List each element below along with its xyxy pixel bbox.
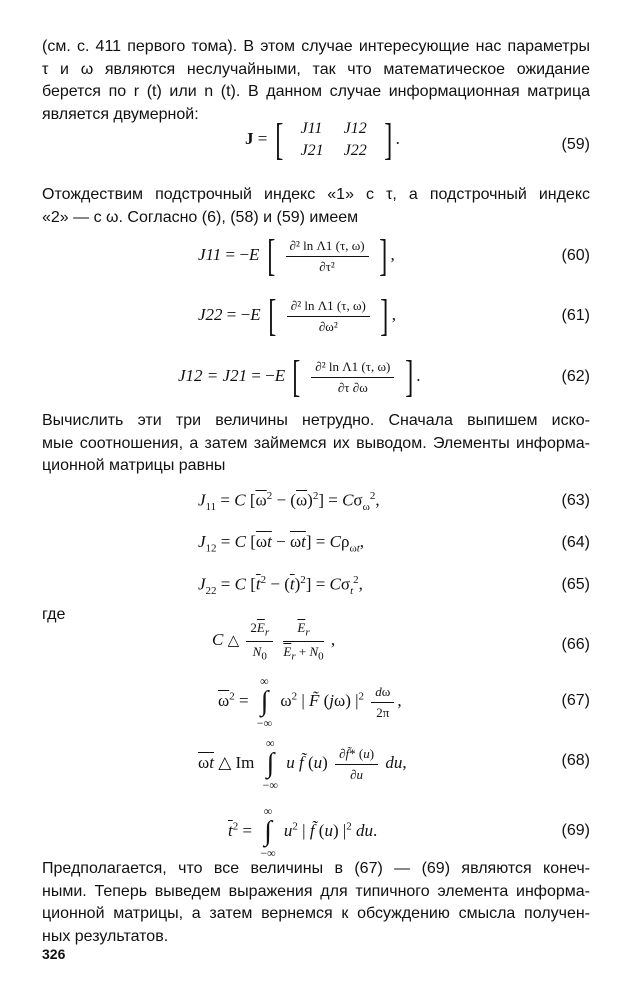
equation-number: (69) [561, 822, 590, 839]
equation-number: (65) [561, 576, 590, 593]
paragraph-4 [42, 858, 590, 948]
text-line: ных результатов. [42, 927, 169, 945]
text-line: является двумерной: [42, 105, 199, 123]
equation-66: C △ $\frac{2\overline{E}_r}{N_0}$ $\frac{\overline{E}_r}{\overline{E}_r + N_0}$ , [212, 620, 336, 663]
text-line: Отождествим подстрочный индекс «1» с τ, а подстрочный индекс [42, 186, 590, 203]
paragraph-1 [42, 36, 590, 126]
text-line: ными. Теперь выведем выражения для типичного элемента информа- [42, 882, 590, 900]
equation-63: $J_{11} = C$ $[\overline{\omega}^2 - (\overline{\omega})^2] = C\sigma_\omega^2$, [198, 490, 380, 514]
page-number: 326 [42, 946, 66, 962]
text-line: Предполагается, что все величины в (67) — (69) являются конеч- [42, 860, 590, 877]
equation-number: (66) [561, 636, 590, 653]
text-line: «2» — с ω. Согласно (6), (58) и (59) имеем [42, 208, 359, 226]
equation-number: (68) [561, 752, 590, 769]
text-line: берется по r (t) или n (t). В данном случае информационная матрица [42, 83, 590, 100]
equation-67: $\overline{\omega}^2$ = ∞ ∫ −∞ $\omega^2$ | F̃ (jω) $|^2$ $\frac{d\omega}{2\pi}$ , [218, 674, 402, 730]
text-line: Вычислить эти три величины нетрудно. Сначала выпишем иско- [42, 412, 590, 429]
information-matrix: J11 J12 J21 J22 [300, 120, 367, 159]
equation-59: J = [ J11 J12 J21 J22 ] . [245, 115, 400, 164]
text-line: ционной матрицы равны [42, 457, 226, 474]
equation-number: (62) [561, 368, 590, 385]
paragraph-2 [42, 184, 590, 229]
equation-64: $J_{12} = C$ $[\omega t - \overline{\omega}\overline{t}] = C\rho_{\omega t}$, [198, 532, 365, 555]
equation-61: J22 = −E [ $\frac{\text{∂² ln Λ1 (τ, ω)}}{\text{∂ω²}}$ ] , [198, 291, 396, 340]
equation-62: J12 = J21 = −E [ $\frac{\text{∂² ln Λ1 (τ, ω)}}{\partial\tau \partial\omega}$ ] . [178, 352, 421, 401]
equation-number: (63) [561, 492, 590, 509]
equation-60: J11 = −E [ $\frac{\text{∂² ln Λ1 (τ, ω)}}{\text{∂τ²}}$ ] , [198, 231, 395, 280]
equation-number: (64) [561, 534, 590, 551]
equation-number: (59) [561, 136, 590, 153]
equation-number: (60) [561, 247, 590, 264]
text-line: τ и ω являются неслучайными, так что математическое ожидание [42, 60, 590, 78]
paragraph-3 [42, 410, 590, 478]
text-line: мые соотношения, а затем займемся их выводом. Элементы информа- [42, 434, 590, 452]
equation-number: (67) [561, 692, 590, 709]
equation-65: $J_{22} = C$ $[\overline{t}^2 - (\overline{t})^2] = C\sigma_t^2$, [198, 574, 363, 598]
equation-68: ωt △ Im ∞ ∫ −∞ u f̃ (u) $\frac{\partial f̃* (u)}{\partial u}$ du, [198, 736, 407, 792]
text-line: (см. с. 411 первого тома). В этом случае интересующие нас параметры [42, 38, 590, 55]
matrix-symbol: J [245, 128, 254, 148]
where-word: где [42, 606, 66, 623]
text-line: ционной матрицы, а затем вернемся к обсуждению смысла получен- [42, 905, 590, 922]
equation-number: (61) [561, 307, 590, 324]
equation-69: $\overline{t}^2$ = ∞ ∫ −∞ $u^2$ | f̃ (u) $|^2$ du. [228, 804, 378, 860]
